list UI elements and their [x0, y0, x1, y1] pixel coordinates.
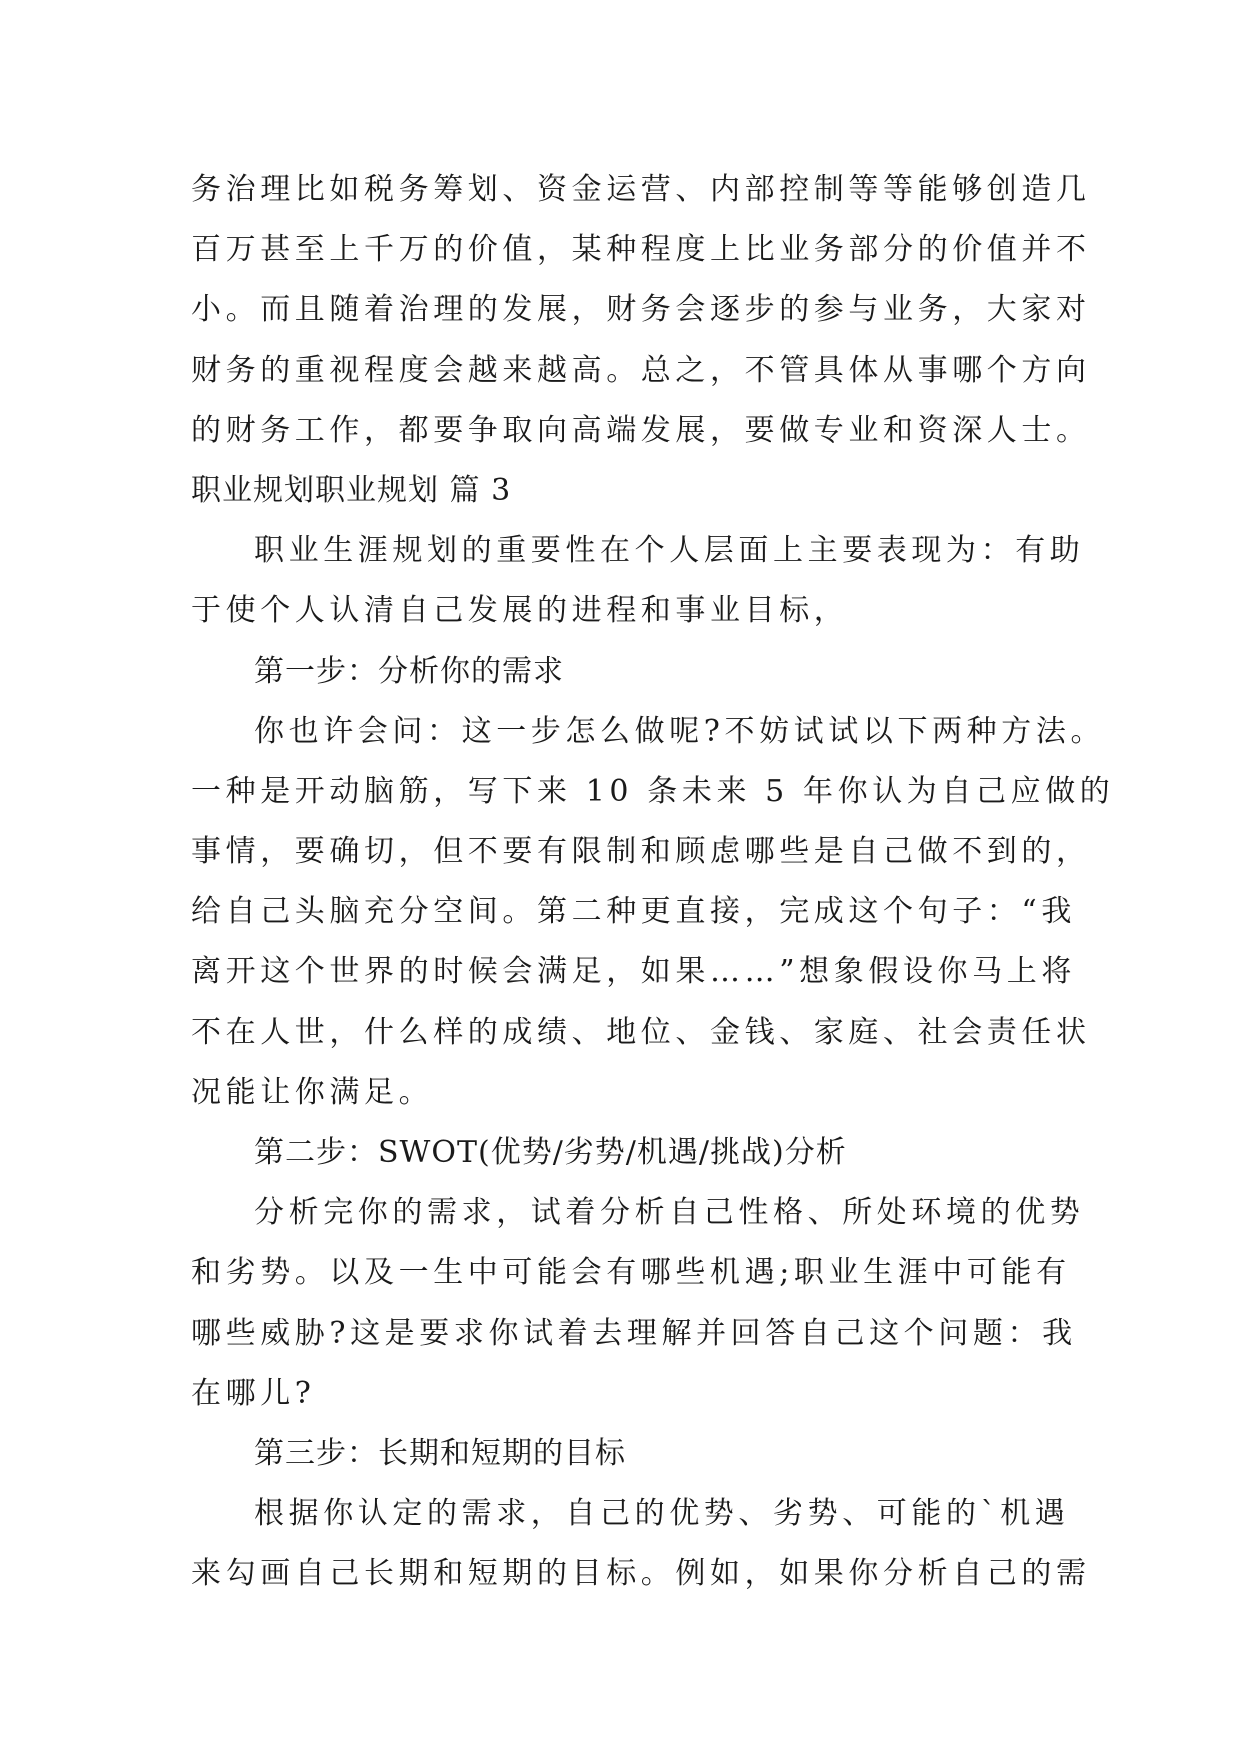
- body-line: 离开这个世界的时候会满足，如果……”想象假设你马上将: [191, 954, 1076, 990]
- body-line: 务治理比如税务筹划、资金运营、内部控制等等能够创造几: [191, 172, 1091, 207]
- body-line: 于使个人认清自己发展的进程和事业目标，: [191, 593, 849, 629]
- body-line: 一种是开动脑筋，写下来 10 条未来 5 年你认为自己应做的: [191, 773, 1115, 809]
- body-line: 和劣势。以及一生中可能会有哪些机遇;职业生涯中可能有: [191, 1255, 1071, 1291]
- paragraph-first-line: 根据你认定的需求，自己的优势、劣势、可能的`机遇: [254, 1496, 1070, 1532]
- paragraph-first-line: 职业生涯规划的重要性在个人层面上主要表现为：有助: [254, 533, 1085, 569]
- body-line: 在哪儿?: [191, 1375, 316, 1411]
- section-heading: 职业规划职业规划 篇 3: [191, 472, 512, 508]
- body-line: 小。而且随着治理的发展，财务会逐步的参与业务，大家对: [191, 292, 1091, 328]
- body-line: 不在人世，什么样的成绩、地位、金钱、家庭、社会责任状: [191, 1014, 1091, 1050]
- document-body: [191, 160, 1115, 1605]
- paragraph-first-line: 你也许会问：这一步怎么做呢?不妨试试以下两种方法。: [254, 713, 1106, 749]
- body-line: 来勾画自己长期和短期的目标。例如，如果你分析自己的需: [191, 1556, 1091, 1592]
- body-line: 哪些威胁?这是要求你试着去理解并回答自己这个问题：我: [191, 1315, 1077, 1351]
- body-line: 财务的重视程度会越来越高。总之，不管具体从事哪个方向: [191, 352, 1091, 388]
- body-line: 况能让你满足。: [191, 1074, 434, 1110]
- step-heading: 第二步：SWOT(优势/劣势/机遇/挑战)分析: [254, 1135, 847, 1170]
- body-line: 事情，要确切，但不要有限制和顾虑哪些是自己做不到的，: [191, 834, 1091, 870]
- step-heading: 第三步：长期和短期的目标: [254, 1435, 626, 1471]
- body-line: 百万甚至上千万的价值，某种程度上比业务部分的价值并不: [191, 232, 1091, 268]
- paragraph-first-line: 分析完你的需求，试着分析自己性格、所处环境的优势: [254, 1195, 1085, 1231]
- body-line: 给自己头脑充分空间。第二种更直接，完成这个句子：“我: [191, 894, 1076, 930]
- body-line: 的财务工作，都要争取向高端发展，要做专业和资深人士。: [191, 412, 1091, 448]
- step-heading: 第一步：分析你的需求: [254, 653, 564, 689]
